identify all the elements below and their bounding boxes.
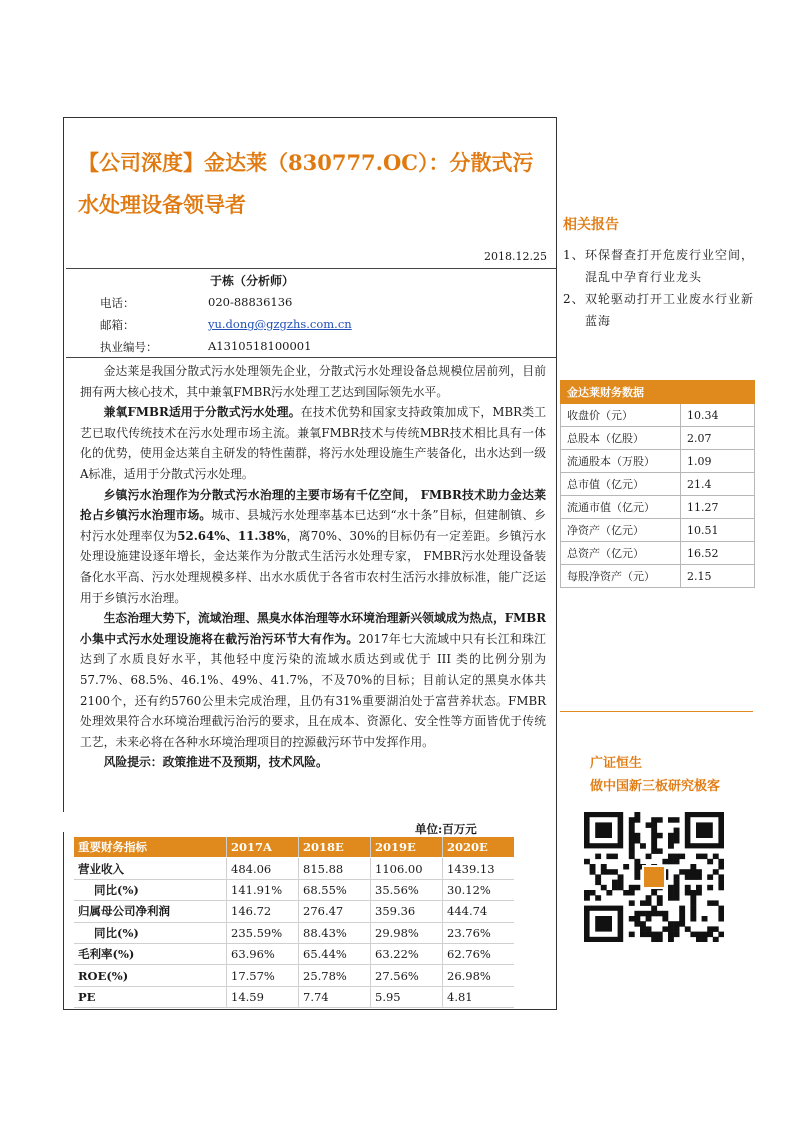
table-cell: 7.74 — [299, 986, 371, 1007]
divider — [66, 357, 556, 358]
paragraph-text: 城市、县城污水处理率基本已达到“水十条”目标，但建制镇、乡村污水处理率仅为 — [80, 508, 546, 543]
key-data-value: 21.4 — [681, 473, 755, 496]
email-label: 邮箱： — [100, 318, 135, 332]
report-title: 【公司深度】金达莱（830777.OC）：分散式污水处理设备领导者 — [78, 150, 534, 217]
table-row — [74, 858, 514, 879]
license-value: A1310518100001 — [208, 339, 312, 353]
key-data-row — [561, 542, 755, 565]
paragraph-text: 2017年七大流域中只有长江和珠江达到了水质良好水平，其他轻中度污染的流域水质达到或优于 III 类的比例分别为57.7%、68.5%、46.1%、49%、41.7%，不及70%的目标；目前认定的黑臭水体共2100个，还有约5760公里未完成治理，且仍有31%重要湖泊处于富营养状态。FMBR处理效果符合水环境治理截污治污的要求，且在成本、资源化、安全性等方面皆优于传统工艺，未来必将在各种水环境治理项目的控源截污环节中发挥作用。 — [80, 631, 546, 749]
key-data-label: 收盘价（元） — [561, 404, 681, 427]
report-date: 2018.12.25 — [484, 250, 547, 263]
table-cell: 815.88 — [299, 858, 371, 879]
key-data-row — [561, 565, 755, 588]
table-row — [74, 986, 514, 1007]
frame-right-border — [556, 117, 557, 1010]
table-cell: 63.22% — [371, 943, 443, 964]
related-reports-title: 相关报告 — [563, 217, 619, 233]
table-cell: 27.56% — [371, 965, 443, 986]
key-data-value: 11.27 — [681, 496, 755, 519]
key-data-value: 16.52 — [681, 542, 755, 565]
header-cell: 2017A — [227, 837, 299, 858]
key-data-label: 总资产（亿元） — [561, 542, 681, 565]
summary-body — [80, 361, 546, 773]
item-number: 2、 — [563, 292, 585, 306]
table-row — [74, 879, 514, 900]
table-cell: 444.74 — [443, 901, 515, 922]
header-cell: 重要财务指标 — [74, 837, 227, 858]
related-report-item[interactable] — [563, 288, 758, 332]
table-cell: 62.76% — [443, 943, 515, 964]
paragraph-heading: 乡镇污水治理作为分散式污水治理的主要市场有千亿空间， FMBR技术助力金达莱抢占乡镇污水治理市场。 — [80, 487, 546, 523]
table-row — [74, 922, 514, 943]
phone-label: 电话： — [100, 296, 135, 310]
table-header-row — [74, 837, 514, 858]
financial-table — [74, 837, 514, 1008]
row-label: PE — [74, 986, 227, 1007]
key-data-row — [561, 427, 755, 450]
related-report-item[interactable] — [563, 244, 758, 288]
table-cell: 30.12% — [443, 879, 515, 900]
highlight-figures: 52.64%、11.38% — [177, 528, 287, 543]
table-cell: 17.57% — [227, 965, 299, 986]
brand-slogan: 做中国新三板研究极客 — [590, 779, 721, 794]
table-cell: 65.44% — [299, 943, 371, 964]
key-data-row — [561, 473, 755, 496]
table-cell: 88.43% — [299, 922, 371, 943]
summary-paragraph — [80, 485, 546, 609]
key-data-value: 10.34 — [681, 404, 755, 427]
table-cell: 35.56% — [371, 879, 443, 900]
paragraph-heading: 生态治理大势下，流域治理、黑臭水体治理等水环境治理新兴领域成为热点，FMBR小集中式污水处理设施将在截污治污环节大有作为。 — [80, 611, 546, 646]
table-cell: 63.96% — [227, 943, 299, 964]
key-data-label: 总股本（亿股） — [561, 427, 681, 450]
key-data-label: 每股净资产（元） — [561, 565, 681, 588]
key-data-header — [561, 381, 755, 404]
divider — [66, 268, 556, 269]
table-cell: 23.76% — [443, 922, 515, 943]
table-row — [74, 943, 514, 964]
table-cell: 276.47 — [299, 901, 371, 922]
table-cell: 25.78% — [299, 965, 371, 986]
table-cell: 359.36 — [371, 901, 443, 922]
row-label: 营业收入 — [74, 858, 227, 879]
frame-left-border-lower — [63, 832, 64, 1010]
table-cell: 235.59% — [227, 922, 299, 943]
table-cell: 5.95 — [371, 986, 443, 1007]
paragraph-text: ，离70%、30%的目标仍有一定差距。乡镇污水处理设施建设逐年增长，金达莱作为分散式生活污水处理专家， FMBR污水处理设备装备化水平高、污水处理规模多样、出水水质优于各省市农村生活污水排放标准，能广泛运用于乡镇污水治理。 — [80, 528, 546, 605]
summary-paragraph — [80, 402, 546, 484]
key-data-value: 2.07 — [681, 427, 755, 450]
table-cell: 68.55% — [299, 879, 371, 900]
table-cell: 1439.13 — [443, 858, 515, 879]
summary-paragraph — [80, 361, 546, 402]
row-label: 归属母公司净利润 — [74, 901, 227, 922]
risk-text: 风险提示：政策推进不及预期，技术风险。 — [103, 755, 328, 770]
key-data-row — [561, 404, 755, 427]
sidebar-divider — [560, 711, 753, 712]
risk-warning — [80, 752, 546, 773]
item-number: 1、 — [563, 248, 585, 262]
row-label: ROE(%) — [74, 965, 227, 986]
table-cell: 141.91% — [227, 879, 299, 900]
row-label: 同比(%) — [74, 879, 227, 900]
frame-bottom-border — [63, 1009, 557, 1010]
table-cell: 1106.00 — [371, 858, 443, 879]
key-data-value: 10.51 — [681, 519, 755, 542]
qr-code-icon — [584, 812, 724, 942]
key-data-row — [561, 450, 755, 473]
email-link[interactable]: yu.dong@gzgzhs.com.cn — [208, 317, 352, 331]
license-label: 执业编号： — [100, 340, 158, 354]
table-cell: 484.06 — [227, 858, 299, 879]
row-label: 毛利率(%) — [74, 943, 227, 964]
key-data-label: 总市值（亿元） — [561, 473, 681, 496]
related-reports-list — [563, 244, 758, 332]
key-data-value: 1.09 — [681, 450, 755, 473]
key-data-row — [561, 519, 755, 542]
table-row — [74, 901, 514, 922]
key-data-table — [560, 380, 755, 588]
paragraph-heading: 兼氧FMBR适用于分散式污水处理。 — [103, 405, 301, 420]
table-row — [74, 965, 514, 986]
key-data-title: 金达莱财务数据 — [561, 381, 755, 404]
header-cell: 2018E — [299, 837, 371, 858]
row-label: 同比(%) — [74, 922, 227, 943]
header-cell: 2020E — [443, 837, 515, 858]
phone-value: 020-88836136 — [208, 295, 293, 309]
brand-name: 广证恒生 — [590, 756, 643, 771]
key-data-label: 流通股本（万股） — [561, 450, 681, 473]
key-data-label: 流通市值（亿元） — [561, 496, 681, 519]
header-cell: 2019E — [371, 837, 443, 858]
key-data-label: 净资产（亿元） — [561, 519, 681, 542]
paragraph-text: 金达莱是我国分散式污水处理领先企业，分散式污水处理设备总规模位居前列，目前拥有两大核心技术，其中兼氧FMBR污水处理工艺达到国际领先水平。 — [80, 364, 546, 399]
table-unit: 单位:百万元 — [415, 822, 477, 836]
item-text: 环保督查打开危废行业空间，混乱中孕育行业龙头 — [585, 248, 755, 284]
table-cell: 14.59 — [227, 986, 299, 1007]
table-cell: 146.72 — [227, 901, 299, 922]
summary-paragraph — [80, 608, 546, 752]
frame-left-border — [63, 117, 64, 812]
paragraph-text: 在技术优势和国家支持政策加成下，MBR类工艺已取代传统技术在污水处理市场主流。兼氧FMBR技术与传统MBR技术相比具有一体化的优势，使用金达莱自主研发的特性菌群，将污水处理设施生产装备化，出水达到一级A标准，适用于分散式污水处理。 — [80, 405, 546, 481]
analyst-name: 于栋（分析师） — [210, 274, 295, 288]
key-data-value: 2.15 — [681, 565, 755, 588]
table-cell: 4.81 — [443, 986, 515, 1007]
table-cell: 26.98% — [443, 965, 515, 986]
frame-top-border — [63, 117, 557, 118]
key-data-row — [561, 496, 755, 519]
item-text: 双轮驱动打开工业废水行业新蓝海 — [585, 292, 755, 328]
table-cell: 29.98% — [371, 922, 443, 943]
